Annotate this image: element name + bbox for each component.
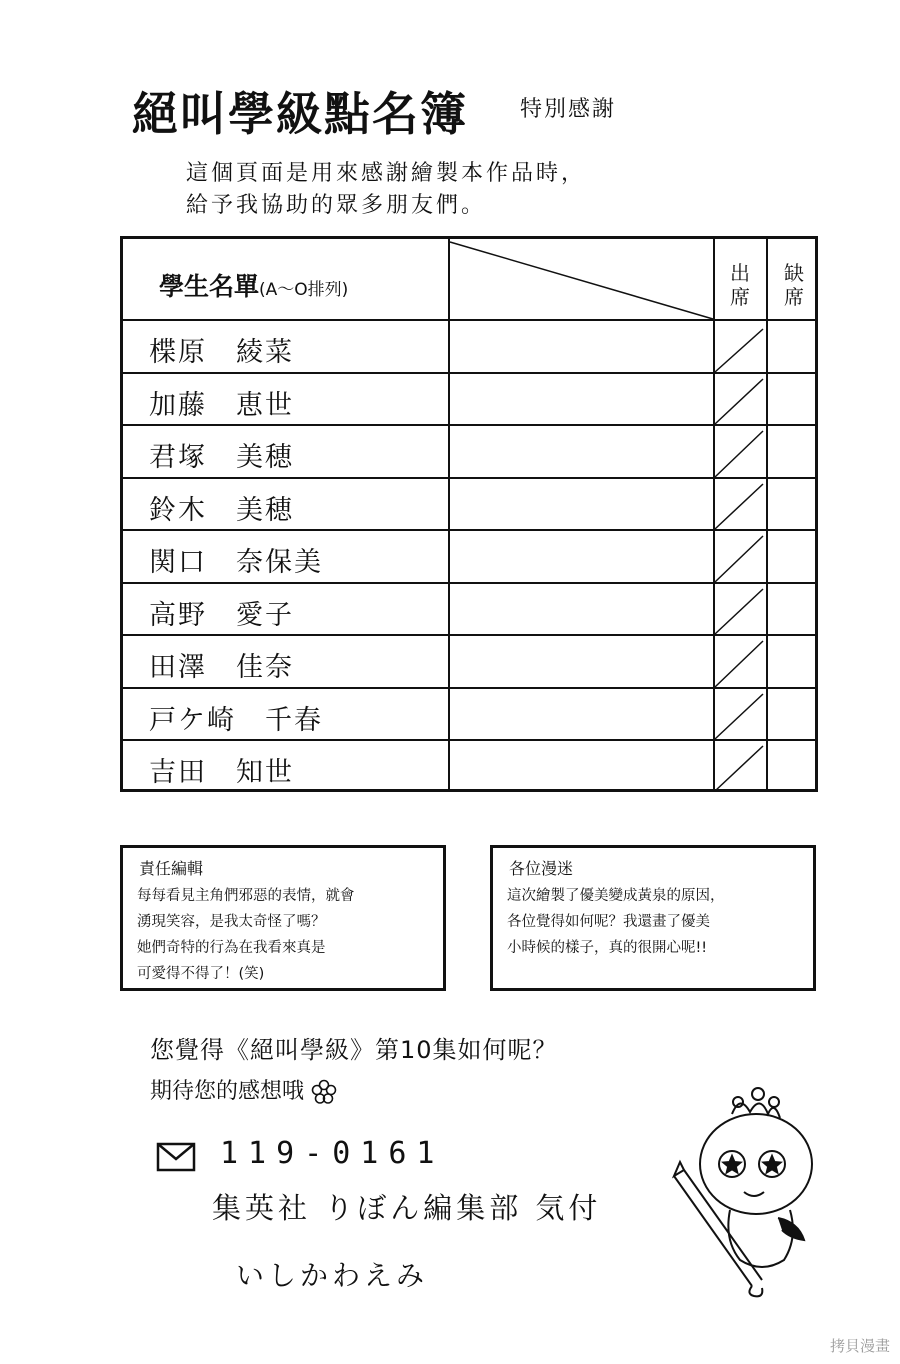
student-name: 楪原 綾菜: [149, 337, 294, 368]
student-name: 君塚 美穂: [149, 442, 294, 473]
request-text: 期待您的感想哦: [150, 1079, 305, 1104]
student-name: 田澤 佳奈: [149, 652, 294, 683]
roster-header-main: 學生名單: [159, 272, 260, 301]
student-name: 高野 愛子: [149, 600, 294, 631]
mailing-address: 集英社 りぼん編集部 気付: [212, 1191, 602, 1225]
mail-icon: [156, 1142, 196, 1172]
readers-note-line: 這次繪製了優美變成黃泉的原因，: [507, 888, 725, 904]
readers-note-box: [490, 845, 816, 991]
postal-code: 119-0161: [220, 1136, 445, 1171]
page-title: 絕叫學級點名簿: [132, 87, 468, 141]
flower-icon: [311, 1079, 337, 1105]
readers-note-title: 各位漫迷: [509, 859, 574, 878]
column-present: 出席: [730, 261, 750, 309]
student-name: 吉田 知世: [149, 757, 294, 788]
mascot-character-illustration: [660, 1078, 830, 1298]
roster-header-note: (A～O排列): [259, 280, 349, 300]
readers-note-line: 小時候的樣子，真的很開心呢!!: [507, 940, 708, 956]
roster-header: [159, 267, 348, 303]
editor-note-title: 責任編輯: [139, 859, 204, 878]
student-name: 加藤 恵世: [149, 390, 294, 421]
readers-note-line: 各位覺得如何呢？我還畫了優美: [507, 914, 710, 930]
page-subtitle: 特別感謝: [520, 97, 617, 122]
student-name: 戸ケ崎 千春: [149, 705, 323, 736]
editor-note-line: 可愛得不得了！(笑): [137, 966, 265, 982]
editor-note-box: [120, 845, 446, 991]
editor-note-line: 每每看見主角們邪惡的表情，就會: [137, 888, 355, 904]
watermark: 拷貝漫畫: [829, 1337, 890, 1355]
column-absent: 缺席: [784, 261, 804, 309]
student-name: 関口 奈保美: [149, 547, 323, 578]
author-name: いしかわえみ: [236, 1259, 429, 1292]
request-line: [150, 1074, 337, 1105]
roster-table: [120, 236, 818, 792]
editor-note-line: 她們奇特的行為在我看來真是: [137, 940, 326, 956]
question-line: 您覺得《絕叫學級》第10集如何呢？: [150, 1036, 558, 1064]
intro-line-1: 這個頁面是用來感謝繪製本作品時，: [186, 161, 587, 186]
editor-note-line: 湧現笑容，是我太奇怪了嗎？: [137, 914, 326, 930]
intro-line-2: 給予我協助的眾多朋友們。: [186, 193, 487, 218]
student-name: 鈴木 美穂: [149, 495, 294, 526]
